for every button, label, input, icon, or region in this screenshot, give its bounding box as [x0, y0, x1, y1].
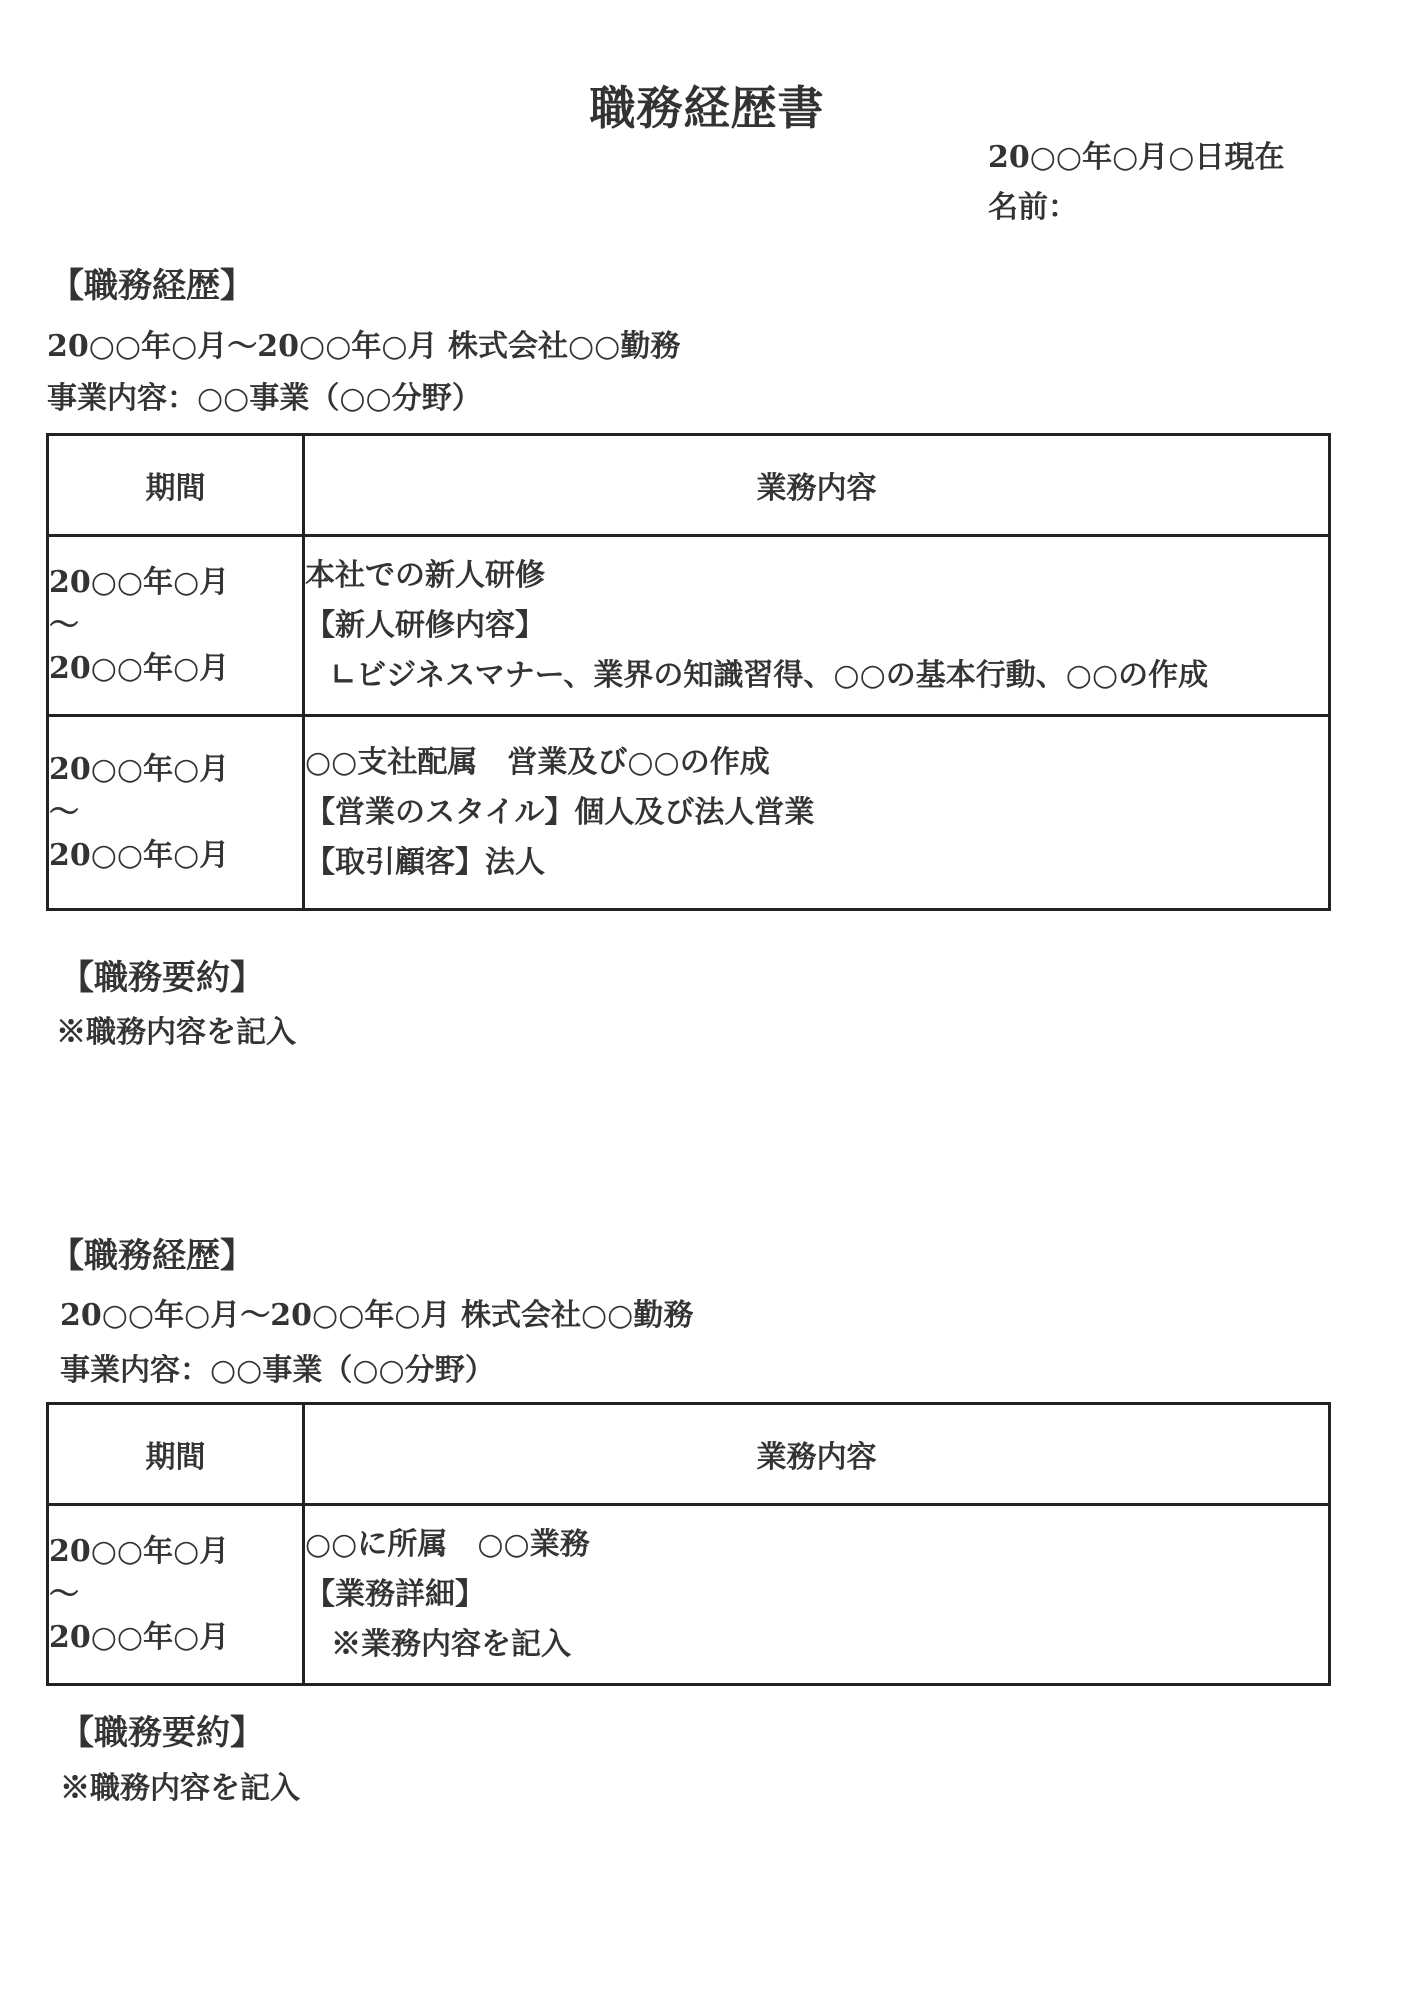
content-cell — [304, 1505, 1330, 1685]
summary-heading-2: 【職務要約】 — [60, 1713, 264, 1753]
content-line: 【新人研修内容】 — [305, 607, 545, 643]
period-end: 20○○年○月 — [49, 1620, 230, 1655]
company-line-2: 20○○年○月～20○○年○月 株式会社○○勤務 — [60, 1298, 694, 1333]
content-line: 【営業のスタイル】個人及び法人営業 — [305, 794, 815, 830]
table-row — [48, 716, 1330, 910]
period-cell — [48, 1505, 304, 1685]
content-line: ※業務内容を記入 — [331, 1626, 571, 1662]
table-header-row — [48, 1404, 1330, 1505]
career-heading-2: 【職務経歴】 — [50, 1236, 254, 1276]
content-header: 業務内容 — [304, 1404, 1330, 1505]
period-cell — [48, 716, 304, 910]
period-end: 20○○年○月 — [49, 651, 230, 686]
career-table-2 — [46, 1402, 1331, 1686]
content-line: ○○に所属 ○○業務 — [305, 1526, 590, 1562]
company-line-1: 20○○年○月～20○○年○月 株式会社○○勤務 — [47, 329, 681, 364]
career-table-1 — [46, 433, 1331, 911]
table-row — [48, 536, 1330, 716]
period-separator: ～ — [49, 608, 79, 643]
period-separator: ～ — [49, 1577, 79, 1612]
period-header: 期間 — [48, 435, 304, 536]
document-title: 職務経歴書 — [589, 81, 825, 135]
summary-text-1: ※職務内容を記入 — [56, 1015, 296, 1050]
career-heading-1: 【職務経歴】 — [50, 266, 254, 306]
period-start: 20○○年○月 — [49, 1534, 230, 1569]
content-line: 本社での新人研修 — [305, 557, 545, 593]
table-header-row — [48, 435, 1330, 536]
period-separator: ～ — [49, 795, 79, 830]
summary-text-2: ※職務内容を記入 — [60, 1771, 300, 1806]
period-cell — [48, 536, 304, 716]
summary-heading-1: 【職務要約】 — [60, 958, 264, 998]
business-line-1: 事業内容：○○事業（○○分野） — [47, 381, 482, 416]
content-cell — [304, 536, 1330, 716]
period-end: 20○○年○月 — [49, 838, 230, 873]
name-label: 名前： — [988, 190, 1078, 225]
period-start: 20○○年○月 — [49, 565, 230, 600]
content-line: ∟ビジネスマナー、業界の知識習得、○○の基本行動、○○の作成 — [331, 657, 1209, 693]
content-line: 【業務詳細】 — [305, 1576, 485, 1612]
content-line: 【取引顧客】法人 — [305, 844, 545, 880]
content-line: ○○支社配属 営業及び○○の作成 — [305, 744, 770, 780]
period-start: 20○○年○月 — [49, 752, 230, 787]
table-row — [48, 1505, 1330, 1685]
content-header: 業務内容 — [304, 435, 1330, 536]
business-line-2: 事業内容：○○事業（○○分野） — [60, 1353, 495, 1388]
date-line: 20○○年○月○日現在 — [988, 140, 1285, 175]
content-cell — [304, 716, 1330, 910]
period-header: 期間 — [48, 1404, 304, 1505]
